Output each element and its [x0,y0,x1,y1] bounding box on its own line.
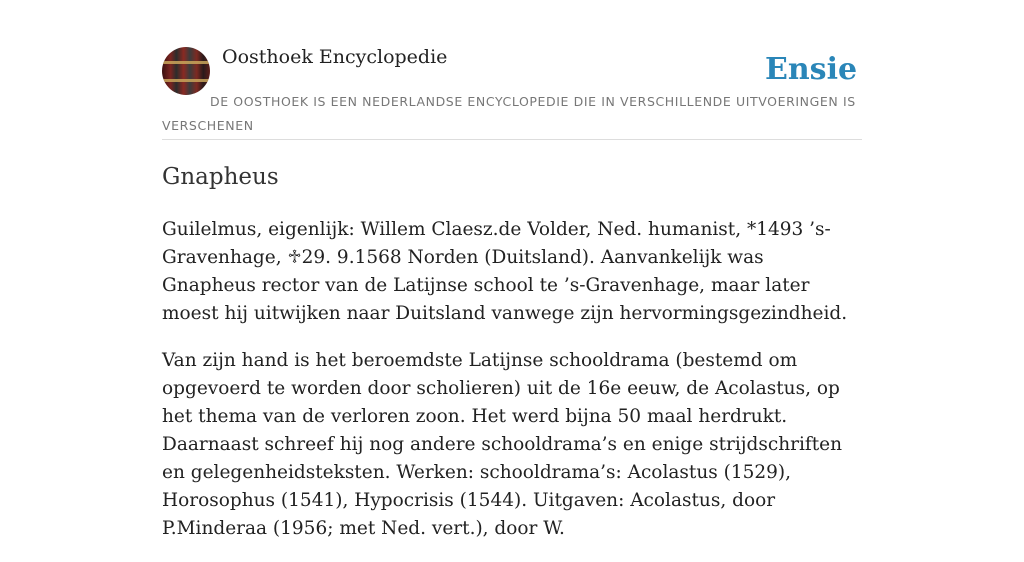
article-body [162,216,862,562]
ensie-logo-link[interactable]: Ensie [765,52,858,87]
site-tagline: DE OOSTHOEK IS EEN NEDERLANDSE ENCYCLOPEDIE DIE IN VERSCHILLENDE UITVOERINGEN IS VERSCHENEN [162,94,856,133]
site-name[interactable]: Oosthoek Encyclopedie [222,46,448,68]
book-spine-band [162,61,210,64]
article-paragraph: Van zijn hand is het beroemdste Latijnse schooldrama (bestemd om opgevoerd te worden door scholieren) uit de 16e eeuw, de Acolastus, op het thema van de verloren zoon. Het werd bijna 50 maal herdrukt. Daarnaast schreef hij nog andere schooldrama’s en enige strijdschriften en gelegenheidsteksten. Werken: schooldrama’s: Acolastus (1529), Horosophus (1541), Hypocrisis (1544). Uitgaven: Acolastus, door P.Minderaa (1956; met Ned. vert.), door W. [162,350,843,539]
encyclopedia-books-avatar[interactable] [162,47,210,95]
book-spine-band [162,79,210,82]
article-paragraph: Guilelmus, eigenlijk: Willem Claesz.de Volder, Ned. humanist, *1493 ’s-Gravenhage, ♱29. 9.1568 Norden (Duitsland). Aanvankelijk was Gnapheus rector van de Latijnse school te ’s-Gravenhage, maar later moest hij uitwijken naar Duitsland vanwege zijn hervormingsgezindheid. [162,219,848,324]
header-divider [162,139,862,140]
article-title: Gnapheus [162,164,279,190]
